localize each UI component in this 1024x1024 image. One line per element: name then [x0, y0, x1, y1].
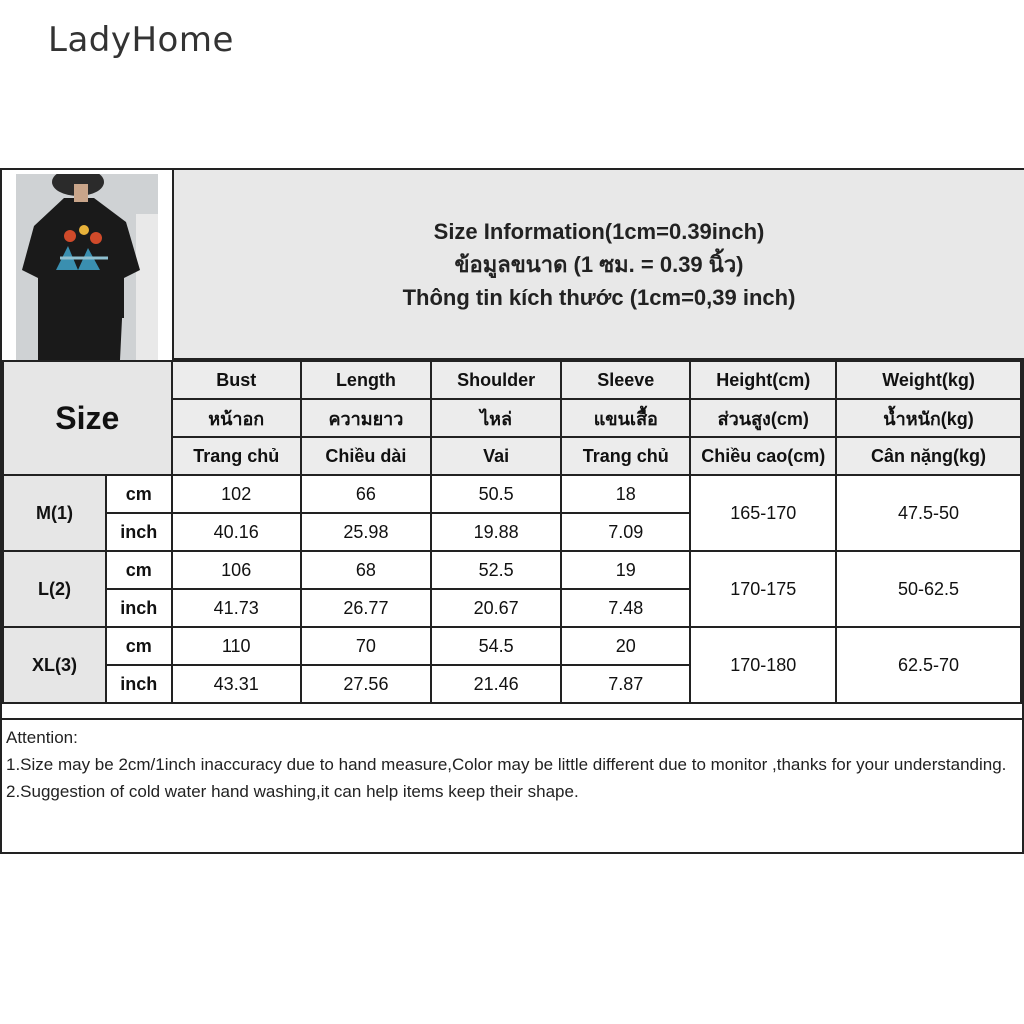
- col-length-th: ความยาว: [301, 399, 431, 437]
- table-cell: 70: [301, 627, 431, 665]
- size-m-cell: M(1): [3, 475, 106, 551]
- unit-cm-label: cm: [106, 551, 172, 589]
- table-cell: 21.46: [431, 665, 561, 703]
- table-cell: 106: [172, 551, 301, 589]
- col-height-vi: Chiều cao(cm): [690, 437, 836, 475]
- weight-cell: 50-62.5: [836, 551, 1021, 627]
- product-photo: [16, 174, 158, 360]
- col-height-en: Height(cm): [690, 361, 836, 399]
- header-line-en: Size Information(1cm=0.39inch): [433, 218, 765, 244]
- unit-inch-label: inch: [106, 589, 172, 627]
- table-cell: 27.56: [301, 665, 431, 703]
- weight-cell: 62.5-70: [836, 627, 1021, 703]
- size-info-header: [172, 170, 1024, 360]
- table-cell: 19.88: [431, 513, 561, 551]
- col-sleeve-en: Sleeve: [561, 361, 690, 399]
- table-cell: 50.5: [431, 475, 561, 513]
- col-height-th: ส่วนสูง(cm): [690, 399, 836, 437]
- header-line-vi: Thông tin kích thước (1cm=0,39 inch): [402, 284, 796, 310]
- table-cell: 26.77: [301, 589, 431, 627]
- col-length-en: Length: [301, 361, 431, 399]
- attention-title: Attention:: [6, 728, 78, 747]
- table-cell: 20: [561, 627, 690, 665]
- height-cell: 170-175: [690, 551, 836, 627]
- table-cell: 52.5: [431, 551, 561, 589]
- height-cell: 165-170: [690, 475, 836, 551]
- attention-note-1: 1.Size may be 2cm/1inch inaccuracy due to hand measure,Color may be little different due to monitor ,thanks for your understanding.: [6, 755, 1007, 774]
- col-weight-th: น้ำหนัก(kg): [836, 399, 1021, 437]
- table-cell: 40.16: [172, 513, 301, 551]
- table-cell: 110: [172, 627, 301, 665]
- size-chart: [0, 168, 1024, 854]
- table-row: [3, 627, 1021, 665]
- col-bust-vi: Trang chủ: [172, 437, 301, 475]
- unit-inch-label: inch: [106, 665, 172, 703]
- weight-cell: 47.5-50: [836, 475, 1021, 551]
- table-cell: 19: [561, 551, 690, 589]
- table-cell: 68: [301, 551, 431, 589]
- table-cell: 54.5: [431, 627, 561, 665]
- table-cell: 7.87: [561, 665, 690, 703]
- table-cell: 43.31: [172, 665, 301, 703]
- col-shoulder-en: Shoulder: [431, 361, 561, 399]
- col-sleeve-vi: Trang chủ: [561, 437, 690, 475]
- table-cell: 41.73: [172, 589, 301, 627]
- table-cell: 7.09: [561, 513, 690, 551]
- brand-logo: LadyHome: [48, 20, 234, 60]
- size-l-cell: L(2): [3, 551, 106, 627]
- size-table: [2, 360, 1022, 704]
- col-shoulder-vi: Vai: [431, 437, 561, 475]
- col-weight-en: Weight(kg): [836, 361, 1021, 399]
- unit-cm-label: cm: [106, 475, 172, 513]
- unit-cm-label: cm: [106, 627, 172, 665]
- col-length-vi: Chiều dài: [301, 437, 431, 475]
- table-cell: 25.98: [301, 513, 431, 551]
- table-cell: 18: [561, 475, 690, 513]
- unit-inch-label: inch: [106, 513, 172, 551]
- shirt-photo-icon: [16, 174, 158, 360]
- attention-notes: [2, 718, 1024, 852]
- attention-note-2: 2.Suggestion of cold water hand washing,it can help items keep their shape.: [6, 782, 579, 801]
- size-xl-cell: XL(3): [3, 627, 106, 703]
- header-line-th: ข้อมูลขนาด (1 ซม. = 0.39 นิ้ว): [454, 251, 744, 277]
- col-bust-th: หน้าอก: [172, 399, 301, 437]
- table-cell: 7.48: [561, 589, 690, 627]
- size-header-cell: Size: [3, 361, 172, 475]
- table-row: [3, 551, 1021, 589]
- height-cell: 170-180: [690, 627, 836, 703]
- table-row: [3, 475, 1021, 513]
- table-cell: 20.67: [431, 589, 561, 627]
- col-bust-en: Bust: [172, 361, 301, 399]
- col-weight-vi: Cân nặng(kg): [836, 437, 1021, 475]
- col-sleeve-th: แขนเสื้อ: [561, 399, 690, 437]
- table-cell: 102: [172, 475, 301, 513]
- col-shoulder-th: ไหล่: [431, 399, 561, 437]
- table-cell: 66: [301, 475, 431, 513]
